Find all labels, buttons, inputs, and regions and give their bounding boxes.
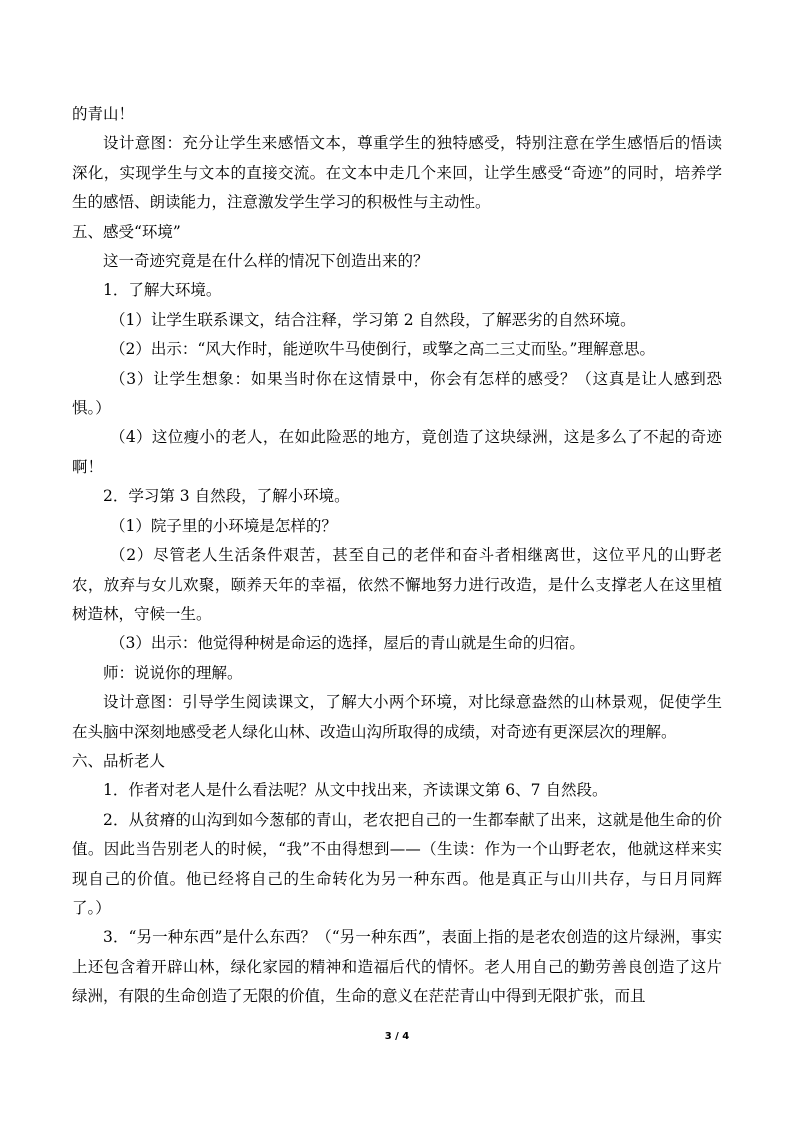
page-number: 3 / 4 [384, 1031, 410, 1042]
document-body [72, 100, 722, 1012]
paragraph: （2）出示：“风大作时，能逆吹牛马使倒行，或擎之高二三丈而坠。”理解意思。 [110, 340, 655, 359]
paragraph: （3）出示：他觉得种树是命运的选择，屋后的青山就是生命的归宿。 [110, 634, 585, 653]
paragraph: 1．作者对老人是什么看法呢？从文中找出来，齐读课文第 6、7 自然段。 [103, 781, 608, 800]
paragraph: （1）院子里的小环境是怎样的？ [110, 516, 337, 535]
paragraph: （4）这位瘦小的老人，在如此险恶的地方，竟创造了这块绿洲，这是多么了不起的奇迹啊！ [72, 428, 722, 476]
paragraph: 师：说说你的理解。 [103, 663, 243, 682]
paragraph: 这一奇迹究竟是在什么样的情况下创造出来的？ [103, 252, 429, 271]
paragraph: 3．“另一种东西”是什么东西？（“另一种东西”，表面上指的是老农创造的这片绿洲，事实上还包含着开辟山林，绿化家园的精神和造福后代的情怀。老人用自己的勤劳善良创造了这片绿洲，有限的生命创造了无限的价值，生命的意义在茫茫青山中得到无限扩张，而且 [72, 928, 722, 1006]
paragraph: （1）让学生联系课文，结合注释，学习第 2 自然段，了解恶劣的自然环境。 [110, 310, 636, 329]
paragraph: 1．了解大环境。 [103, 281, 222, 300]
paragraph: 设计意图：引导学生阅读课文，了解大小两个环境，对比绿意盎然的山林景观，促使学生在头脑中深刻地感受老人绿化山林、改造山沟所取得的成绩，对奇迹有更深层次的理解。 [72, 693, 722, 741]
paragraph: （3）让学生想象：如果当时你在这情景中，你会有怎样的感受？（这真是让人感到恐惧。） [72, 369, 722, 418]
section-heading: 六、品析老人 [72, 751, 166, 770]
paragraph: （2）尽管老人生活条件艰苦，甚至自己的老伴和奋斗者相继离世，这位平凡的山野老农，放弃与女儿欢聚，颐养天年的幸福，依然不懈地努力进行改造，是什么支撑老人在这里植树造林，守候一生。 [72, 546, 722, 623]
paragraph: 2．学习第 3 自然段，了解小环境。 [103, 487, 350, 506]
paragraph: 2．从贫瘠的山沟到如今葱郁的青山，老农把自己的一生都奉献了出来，这就是他生命的价值。因此当告别老人的时候，“我”不由得想到——（生读：作为一个山野老农，他就这样来实现自己的价值。他已经将自己的生命转化为另一种东西。他是真正与山川共存，与日月同辉了。） [72, 810, 722, 917]
paragraph: 的青山！ [72, 105, 135, 123]
section-heading: 五、感受“环境” [72, 222, 181, 241]
paragraph: 设计意图：充分让学生来感悟文本，尊重学生的独特感受，特别注意在学生感悟后的悟读深化，实现学生与文本的直接交流。在文本中走几个来回，让学生感受“奇迹”的同时，培养学生的感悟、朗读能力，注意激发学生学习的积极性与主动性。 [72, 134, 722, 212]
